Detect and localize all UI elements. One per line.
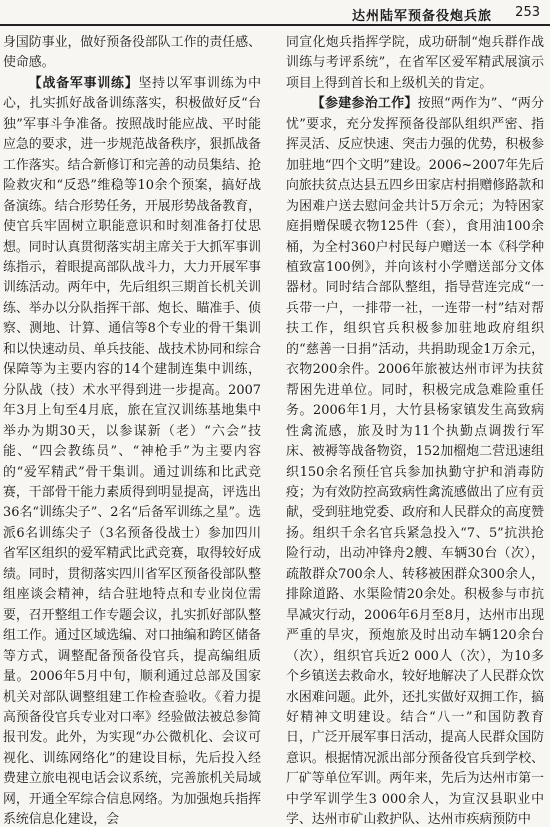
civil-participation-body: 按照“两作为”、“两分忧”要求，充分发挥预备役部队组织严密、指挥灵活、反应快速、突击力强的优势，积极参加驻地“四个文明”建设。2006~2007年先后向旅扶贫点达县五四乡田家店村捐赠修路款和为困难户送去慰问金共计5万余元；为特困家庭捐赠保暖衣物125件（套），食用油100余桶，为全村360户村民每户赠送一本《科学种植致富100例》，并向该村小学赠送部分文体器材。同时结合部队整组，指导营连完成“一兵带一户，一排带一社，一连带一村”结对帮扶工作，组织官兵积极参加驻地政府组织的“慈善一日捐”活动，共捐助现金1万余元，衣物200余件。2006年旅被达州市评为扶贫帮困先进单位。同时，积极完成急难险重任务。2006年1月，大竹县杨家镇发生高致病性禽流感，旅及时为11个执勤点调拨行军床、被褥等战备物资，152加榴炮二营迅速组织150余名预任官兵参加执勤守护和消毒防疫；为有效防控高致病性禽流感做出了应有贡献，受到驻地党委、政府和人民群众的高度赞扬。组织千余名官兵紧急投入“7、5”抗洪抢险行动，出动冲锋舟2艘、车辆30台（次），疏散群众700余人、转移被困群众300余人，排除道路、水渠险情20余处。积极参与市抗旱减灾行动，2006年6月至8月，达州市出现严重的旱灾，预炮旅及时出动车辆120余台（次），组织官兵近2 000人（次），为10多个乡镇送去救命水，较好地解决了人民群众饮水困难问题。此外，还扎实做好双拥工作，搞好精神文明建设。结合“八一”和国防教育日，广泛开展军事日活动，提高人民群众国防意识。根据情况派出部分预备役官兵到学校、厂矿等单位军训。两年来，先后为达州市第一中学军训学生3 000余人，为宣汉县职业中学、达州市矿山救护队、达州市疾病预防中 — [286, 96, 544, 827]
header-rule — [0, 24, 550, 26]
left-paragraph-continued: 身国防事业，做好预备役部队工作的责任感、使命感。 — [3, 35, 261, 71]
section-heading-military-training: 【战备军事训练】 — [28, 75, 139, 91]
right-column — [286, 33, 544, 827]
military-training-body: 坚持以军事训练为中心，扎实抓好战备训练落实，积极做好反“台独”军事斗争准备。按照战时能应战、平时能应急的要求，进一步规范战备秩序，狠抓战备工作落实。结合新修订和完善的动员集结、抢险救灾和“反恐”维稳等10余个预案，搞好战备演练。结合形势任务，开展形势战备教育，使官兵牢固树立职能意识和时刻准备打仗思想。同时认真贯彻落实胡主席关于大抓军事训练指示，着眼提高部队战斗力，大力开展军事训练活动。两年中，先后组织三期首长机关训练、举办以分队指挥干部、炮长、瞄准手、侦察、测地、计算、通信等8个专业的骨干集训和以快速动员、单兵技能、战技术协同和综合保障等为主要内容的14个建制连集中训练，分队战（技）术水平得到进一步提高。2007年3月上旬至4月底，旅在宣汉训练基地集中举办为期30天，以参谋新（老）“六会”技能、“四会教练员”、“神枪手”为主要内容的“爱军精武”骨干集训。通过训练和比武竞赛，干部骨干能力素质得到明显提高，评选出36名“训练尖子”、2名“后备军训练之星”。选派6名训练尖子（3名预备役战士）参加四川省军区组织的爱军精武比武竞赛，取得较好成绩。同时，贯彻落实四川省军区预备役部队整组座谈会精神，结合驻地特点和专业岗位需要，召开整组工作专题会议，扎实抓好部队整组工作。通过区域选编、对口抽编和跨区储备等方式，调整配备预备役官兵，提高编组质量。2006年5月中旬，顺利通过总部及国家机关对部队调整组建工作检查验收。《着力提高预备役官兵专业对口率》经验做法被总参简报刊发。此外，为实现“办公微机化、会议可视化、训练网络化”的建设目标，先后投入经费建立旅电视电话会议系统，完善旅机关局域网，开通全军综合信息网络。为加强炮兵指挥系统信息化建设，会 — [3, 75, 261, 827]
right-paragraph-continued: 同宣化炮兵指挥学院，成功研制“炮兵群作战训练与考评系统”，在省军区爱军精武展演示项目上得到首长和上级机关的肯定。 — [286, 35, 544, 91]
right-paragraph-civil-participation — [286, 94, 544, 827]
page-number: 253 — [515, 5, 540, 20]
left-paragraph-military-training — [3, 74, 261, 827]
running-header — [0, 0, 550, 26]
running-header-title: 达州陆军预备役炮兵旅 — [351, 9, 492, 24]
section-heading-civil-participation: 【参建参治工作】 — [311, 96, 418, 112]
left-column — [3, 33, 261, 827]
